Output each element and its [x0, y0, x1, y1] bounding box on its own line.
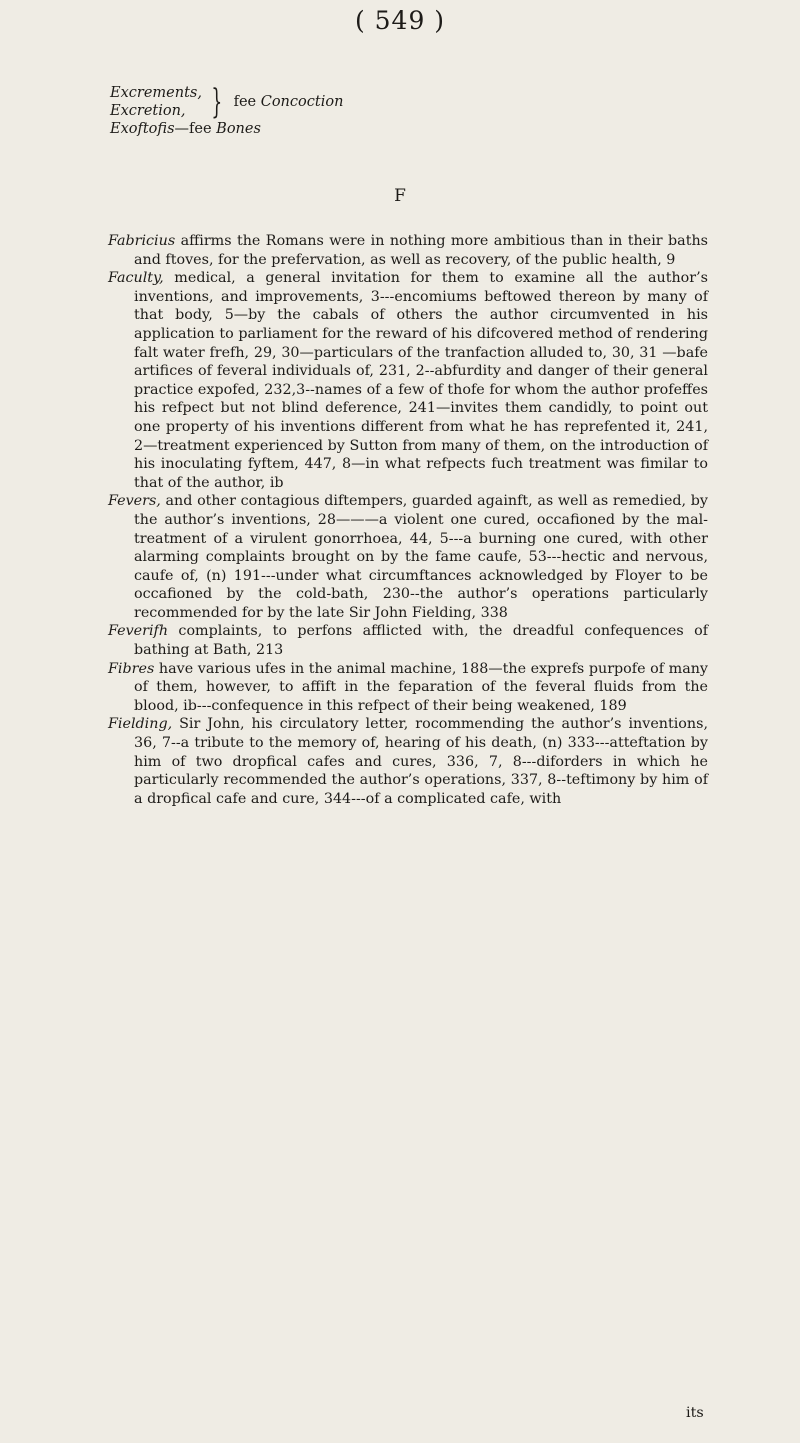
see-target-concoction: Concoction — [260, 94, 344, 110]
entry-text: medical, a general invitation for them to examine all the author’s inventions, and improvements, 3---encomiums beftowed thereon by many of that body, 5—by the cabals of others the author circumvented in his application to parliament for the reward of his difcovered method of rendering falt water frefh, 29, 30—particulars of the tranfaction alluded to, 30, 31 —bafe artifices of feveral individuals of, 231, 2--abfurdity and danger of their general practice expofed, 232,3--names of a few of thofe for whom the author profeffes his refpect but not blind deference, 241—invites them candidly, to point out one property of his inventions different from what he has reprefented it, 241, 2—treatment experienced by Sutton from many of them, on the introduction of his inoculating fyftem, 447, 8—in what refpects fuch treatment was fimilar to that of the author, ib — [134, 270, 708, 491]
term-excrements: Excrements, — [110, 85, 202, 101]
brace-terms — [110, 84, 202, 120]
term-excretion: Excretion, — [110, 103, 186, 119]
index-entry-fielding — [108, 715, 708, 808]
index-entry-feverish — [108, 622, 708, 659]
see-label-exostosis: —fee — [174, 121, 212, 137]
term-exostosis: Exoftofis — [110, 121, 175, 137]
entry-head: Fielding, — [108, 716, 173, 733]
cross-references — [110, 84, 343, 138]
entry-text: Sir John, his circulatory letter, rocommending the author’s inventions, 36, 7--a tribute to the memory of, hearing of his death, (n) 333---atteftation by him of two dropfical cafes and cures, 336, 7, 8---diforders in which he particularly recommended the author’s operations, 337, 8--teftimony by him of a dropfical cafe and cure, 344---of a complicated cafe, with — [134, 716, 708, 807]
see-label: fee — [233, 94, 257, 110]
entry-text: and other contagious diftempers, guarded againft, as well as remedied, by the author’s inventions, 28———a violent one cured, occafioned by the mal-treatment of a virulent gonorrhoea, 44, 5---a burning one cured, with other alarming complaints brought on by the fame caufe, 53---hectic and nervous, caufe of, (n) 191---under what circumftances acknowledged by Floyer to be occafioned by the cold-bath, 230--the author’s operations particularly recommended for by the late Sir John Fielding, 338 — [134, 493, 708, 621]
entry-head: Faculty, — [108, 270, 164, 287]
see-target-bones: Bones — [216, 121, 261, 137]
catchword: its — [686, 1405, 704, 1421]
index-entry-fibres — [108, 660, 708, 716]
entry-text: affirms the Romans were in nothing more ambitious than in their baths and ftoves, for the prefervation, as well as recovery, of the public health, 9 — [134, 233, 708, 268]
index-entries — [108, 232, 708, 808]
index-entry-fabricius — [108, 232, 708, 269]
entry-text: have various ufes in the animal machine, 188—the exprefs purpofe of many of them, however, to affift in the feparation of the feveral fluids from the blood, ib---confequence in this refpect of their being weakened, 189 — [134, 660, 708, 714]
section-letter: F — [394, 186, 406, 206]
index-entry-fevers — [108, 492, 708, 622]
entry-head: Feverifh — [108, 623, 169, 640]
entry-head: Fibres — [108, 660, 155, 677]
entry-text: complaints, to perfons afflicted with, the dreadful confequences of bathing at Bath, 213 — [134, 623, 708, 659]
entry-head: Fabricius — [108, 233, 176, 249]
exostosis-cross-reference — [110, 120, 343, 138]
entry-head: Fevers, — [108, 493, 161, 510]
brace-cross-reference — [110, 84, 343, 120]
page-number: ( 549 ) — [354, 6, 446, 35]
brace-symbol: } — [211, 82, 223, 122]
index-entry-faculty — [108, 269, 708, 492]
